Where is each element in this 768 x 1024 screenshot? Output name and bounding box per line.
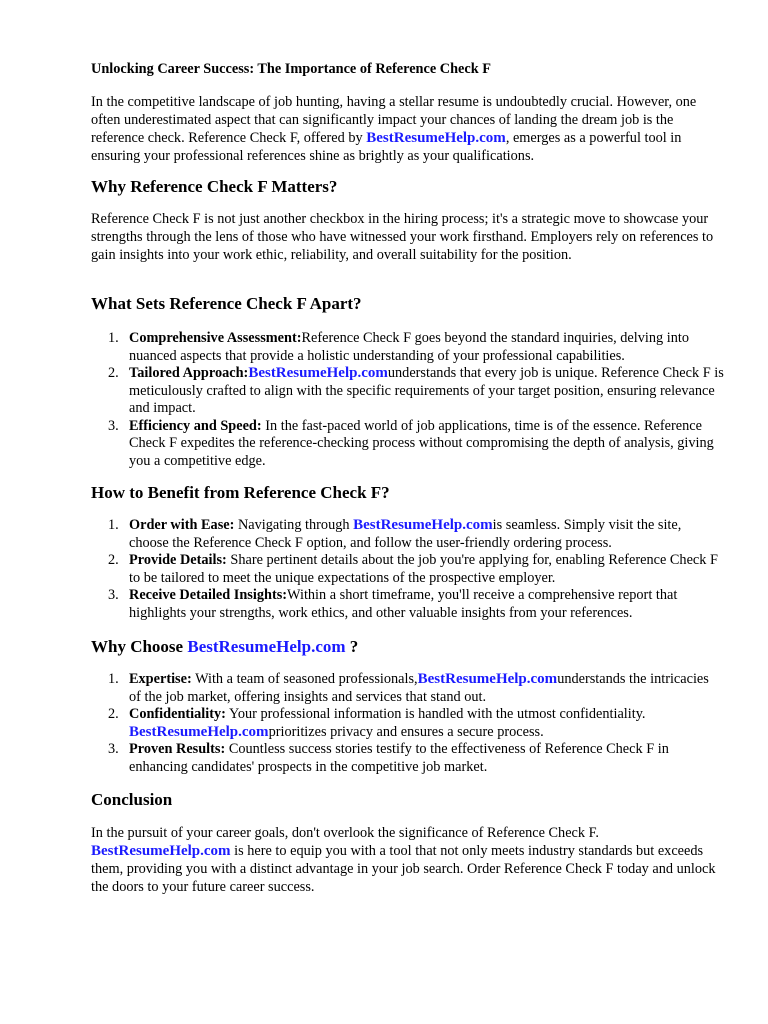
section-heading-conclusion: Conclusion [91, 790, 173, 809]
section-heading-why-matters: Why Reference Check F Matters? [91, 177, 338, 196]
section-heading-benefit: How to Benefit from Reference Check F? [91, 483, 390, 502]
apart-list [91, 330, 724, 470]
benefit-list [91, 517, 724, 622]
item-lead: Proven Results: [129, 741, 226, 757]
bestresumehelp-link[interactable]: BestResumeHelp.com [187, 637, 346, 656]
list-item: 2. Tailored Approach:BestResumeHelp.comunderstands that every job is unique. Reference Check F is meticulously crafted to align with the specific requirements of your target position, ensuring relevance and impact. [108, 365, 724, 416]
item-lead: Receive Detailed Insights: [129, 587, 288, 603]
conclusion-paragraph: In the pursuit of your career goals, don't overlook the significance of Reference Check F. BestResumeHelp.com is here to equip you with a tool that not only meets industry standards but exceeds them, providing you with a distinct advantage in your job search. Order Reference Check F today and unlock the doors to your future career success. [91, 825, 716, 895]
list-item: 3. Efficiency and Speed: In the fast-paced world of job applications, time is of the essence. Reference Check F expedites the reference-checking process without compromising the depth of analysis, giving you a competitive edge. [108, 417, 714, 469]
list-item: 3. Receive Detailed Insights:Within a short timeframe, you'll receive a comprehensive report that highlights your strengths, work ethics, and other valuable insights from your references. [108, 587, 678, 621]
list-item: 2. Provide Details: Share pertinent details about the job you're applying for, enabling Reference Check F to be tailored to meet the unique expectations of the prospective employer. [108, 552, 718, 586]
intro-text-end: , emerges as a powerful tool in ensuring your professional references shine as brightly as your qualifications. [91, 130, 682, 164]
section-heading-choose: Why Choose BestResumeHelp.com ? [91, 637, 359, 656]
bestresumehelp-link[interactable]: BestResumeHelp.com [91, 843, 231, 859]
why-matters-paragraph: Reference Check F is not just another checkbox in the hiring process; it's a strategic move to showcase your strengths through the lens of those who have witnessed your work firsthand. Employers rely on references to gain insights into your work ethic, reliability, and overall suitability for the position. [91, 211, 714, 263]
bestresumehelp-link[interactable]: BestResumeHelp.com [248, 365, 388, 381]
bestresumehelp-link[interactable]: BestResumeHelp.com [129, 723, 269, 740]
intro-paragraph [91, 93, 724, 165]
page-title: Unlocking Career Success: The Importance of Reference Check F [91, 61, 491, 77]
choose-list [91, 671, 724, 776]
list-item: 1. Order with Ease: Navigating through BestResumeHelp.comis seamless. Simply visit the site, choose the Reference Check F option, and follow the user-friendly ordering process. [108, 517, 682, 551]
item-lead: Efficiency and Speed: [129, 417, 262, 434]
bestresumehelp-link[interactable]: BestResumeHelp.com [366, 130, 506, 146]
list-item: 1. Expertise: With a team of seasoned professionals,BestResumeHelp.comunderstands the intricacies of the job market, offering insights and services that stand out. [108, 671, 709, 705]
list-item: 3. Proven Results: Countless success stories testify to the effectiveness of Reference Check F in enhancing candidates' prospects in the competitive job market. [108, 741, 669, 775]
bestresumehelp-link[interactable]: BestResumeHelp.com [353, 517, 493, 533]
bestresumehelp-link[interactable]: BestResumeHelp.com [417, 671, 558, 687]
list-item: 1. Comprehensive Assessment:Reference Check F goes beyond the standard inquiries, delving into nuanced aspects that provide a holistic understanding of your professional capabilities. [108, 330, 689, 364]
item-lead: Provide Details: [129, 552, 227, 568]
item-lead: Comprehensive Assessment: [129, 330, 302, 346]
list-item: 2. Confidentiality: Your professional information is handled with the utmost confidentiality. BestResumeHelp.comprioritizes privacy and ensures a secure process. [108, 706, 646, 740]
item-lead: Confidentiality: [129, 706, 226, 722]
item-lead: Expertise: [129, 671, 192, 687]
section-heading-apart: What Sets Reference Check F Apart? [91, 294, 362, 313]
item-lead: Order with Ease: [129, 517, 235, 533]
item-lead: Tailored Approach: [129, 365, 249, 381]
intro-text: In the competitive landscape of job hunting, having a stellar resume is undoubtedly crucial. However, one often underestimated aspect that can significantly impact your chances of landing the dream job is the reference check. Reference Check F, offered by [91, 94, 697, 146]
